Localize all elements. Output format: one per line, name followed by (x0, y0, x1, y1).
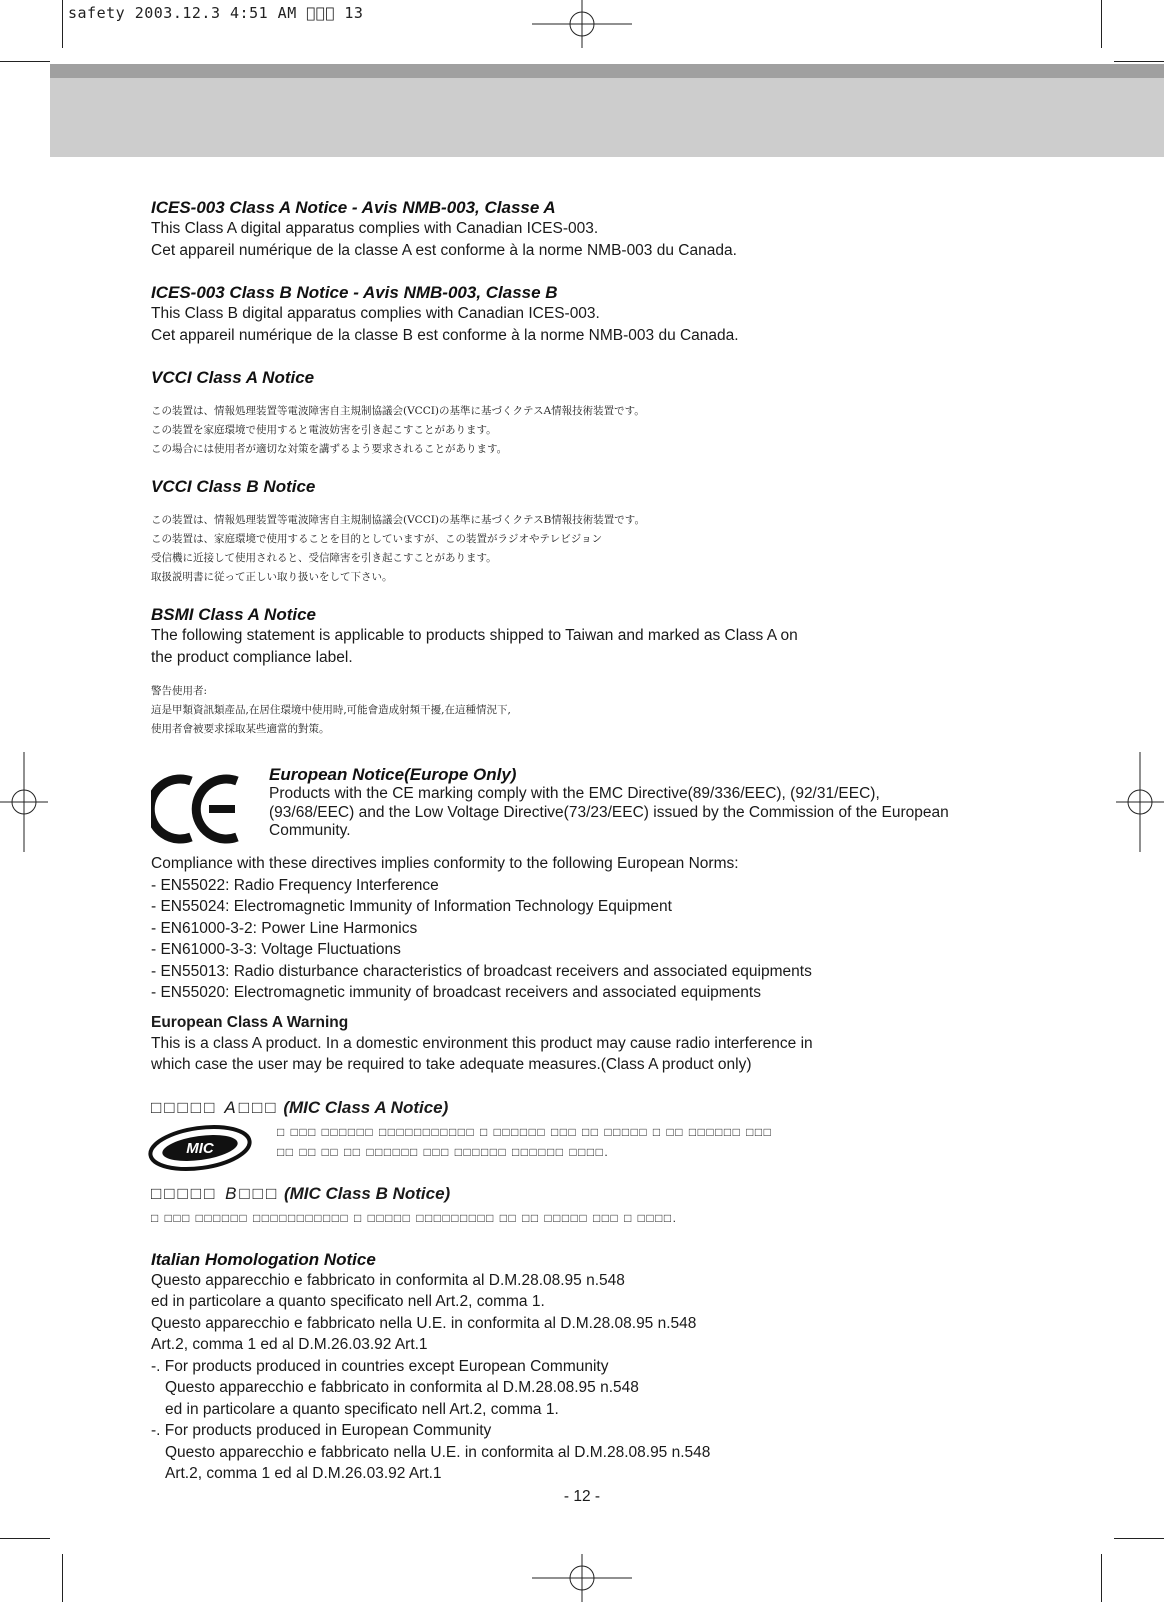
japanese-line: 受信機に近接して使用されると、受信障害を引き起こすことがあります。 (151, 552, 497, 564)
registration-mark-icon (532, 1554, 632, 1602)
print-slug: safety 2003.12.3 4:51 AM     13 (68, 4, 364, 22)
crop-mark (0, 1538, 50, 1539)
mic-logo-text: MIC (186, 1139, 214, 1157)
section-title: Italian Homologation Notice (151, 1249, 376, 1269)
body-line: -. For products produced in countries except European Community (151, 1357, 609, 1375)
ce-mark-icon (151, 773, 243, 845)
crop-mark (1114, 1538, 1164, 1539)
body-line: Questo apparecchio e fabbricato in conformita al D.M.28.08.95 n.548 (165, 1379, 639, 1396)
crop-mark (1101, 0, 1102, 48)
mic-a-title: (MIC Class A Notice) (283, 1097, 449, 1117)
body-line: Questo apparecchio e fabbricato in conformita al D.M.28.08.95 n.548 (151, 1271, 625, 1289)
body-line: Cet appareil numérique de la classe A est conforme à la norme NMB-003 du Canada. (151, 241, 737, 259)
japanese-line: この場合には使用者が適切な対策を講ずるよう要求されることがあります。 (151, 443, 508, 455)
korean-title: □□□□□ B□□□ (151, 1183, 280, 1203)
chinese-line: 使用者會被要求採取某些適當的對策。 (151, 723, 330, 735)
ce-notice (151, 765, 1031, 853)
section-title: VCCI Class B Notice (151, 477, 316, 496)
body-line: This Class B digital apparatus complies with Canadian ICES-003. (151, 305, 600, 322)
japanese-line: 取扱説明書に従って正しい取り扱いをして下さい。 (151, 571, 393, 583)
body-line: This is a class A product. In a domestic environment this product may cause radio interference in (151, 1034, 813, 1052)
section-title: European Class A Warning (151, 1013, 349, 1031)
crop-mark (0, 61, 50, 62)
norm-item: - EN55013: Radio disturbance characteristics of broadcast receivers and associated equipments (151, 962, 812, 980)
japanese-line: この装置は、情報処理装置等電波障害自主規制協議会(VCCI)の基準に基づくクテスB情報技術装置です。 (151, 514, 645, 526)
section-title (151, 1184, 1031, 1204)
header-band-light (50, 78, 1164, 157)
body-line: (93/68/EEC) and the Low Voltage Directive(73/23/EEC) issued by the Commission of the European (269, 803, 949, 821)
section-title (151, 1098, 1031, 1118)
norm-item: - EN55024: Electromagnetic Immunity of Information Technology Equipment (151, 898, 672, 915)
body-line: Cet appareil numérique de la classe B est conforme à la norme NMB-003 du Canada. (151, 326, 739, 344)
korean-line: □ □□□ □□□□□□ □□□□□□□□□□□ □ □□□□□ □□□□□□□□□ □□ □□ □□□□□ □□□ □ □□□□. (151, 1210, 678, 1225)
norm-item: - EN55020: Electromagnetic immunity of broadcast receivers and associated equipments (151, 984, 761, 1001)
section-title: BSMI Class A Notice (151, 605, 317, 624)
registration-mark-icon (0, 752, 48, 852)
body-line: which case the user may be required to take adequate measures.(Class A product only) (151, 1056, 752, 1073)
crop-mark (1114, 61, 1164, 62)
body-line: Community. (269, 822, 351, 839)
chinese-line: 警告使用者: (151, 685, 208, 697)
header-band-dark (50, 64, 1164, 78)
crop-mark (62, 1554, 63, 1602)
korean-line: □□ □□ □□ □□ □□□□□□ □□□ □□□□□□ □□□□□□ □□□□. (277, 1144, 610, 1159)
mic-logo-icon (147, 1124, 253, 1172)
section-title: European Notice(Europe Only) (269, 765, 517, 784)
body-line: ed in particolare a quanto specificato nell Art.2, comma 1. (165, 1400, 559, 1418)
japanese-line: この装置は、情報処理装置等電波障害自主規制協議会(VCCI)の基準に基づくクテスA情報技術装置です。 (151, 405, 645, 417)
korean-line: □ □□□ □□□□□□ □□□□□□□□□□□ □ □□□□□□ □□□ □□ □□□□□ □ □□ □□□□□□ □□□ (277, 1124, 773, 1139)
body-line: Questo apparecchio e fabbricato nella U.E. in conformita al D.M.28.08.95 n.548 (151, 1314, 697, 1332)
body-line: Compliance with these directives implies conformity to the following European Norms: (151, 855, 739, 872)
body-line: Art.2, comma 1 ed al D.M.26.03.92 Art.1 (165, 1465, 442, 1482)
korean-title: □□□□□ A□□□ (151, 1097, 279, 1117)
body-line: ed in particolare a quanto specificato nell Art.2, comma 1. (151, 1293, 545, 1310)
crop-mark (1101, 1554, 1102, 1602)
body-line: Products with the CE marking comply with the EMC Directive(89/336/EEC), (92/31/EEC), (269, 785, 880, 802)
norm-item: - EN55022: Radio Frequency Interference (151, 876, 439, 894)
crop-mark (62, 0, 63, 48)
norm-item: - EN61000-3-2: Power Line Harmonics (151, 919, 418, 937)
norm-item: - EN61000-3-3: Voltage Fluctuations (151, 941, 401, 958)
body-line: the product compliance label. (151, 648, 353, 666)
section-title: VCCI Class A Notice (151, 368, 315, 387)
registration-mark-icon (532, 0, 632, 48)
japanese-line: この装置を家庭環境で使用すると電波妨害を引き起こすことがあります。 (151, 424, 497, 436)
page-number: - 12 - (563, 1488, 601, 1505)
mic-b-title: (MIC Class B Notice) (283, 1183, 451, 1203)
body-line: The following statement is applicable to products shipped to Taiwan and marked as Class A on (151, 627, 798, 644)
document-body (151, 198, 1031, 1485)
section-title: ICES-003 Class B Notice - Avis NMB-003, Classe B (151, 283, 558, 302)
body-line: This Class A digital apparatus complies with Canadian ICES-003. (151, 220, 599, 237)
body-line: -. For products produced in European Community (151, 1422, 492, 1439)
body-line: Questo apparecchio e fabbricato nella U.E. in conformita al D.M.28.08.95 n.548 (165, 1443, 711, 1461)
chinese-line: 這是甲類資訊類產品,在居住環境中使用時,可能會造成射頻干擾,在這種情況下, (151, 704, 511, 716)
japanese-line: この装置は、家庭環境で使用することを目的としていますが、この装置がラジオやテレビジョン (151, 533, 603, 545)
body-line: Art.2, comma 1 ed al D.M.26.03.92 Art.1 (151, 1336, 428, 1353)
section-title: ICES-003 Class A Notice - Avis NMB-003, Classe A (151, 198, 556, 217)
registration-mark-icon (1116, 752, 1164, 852)
mic-a-block (151, 1118, 1031, 1174)
